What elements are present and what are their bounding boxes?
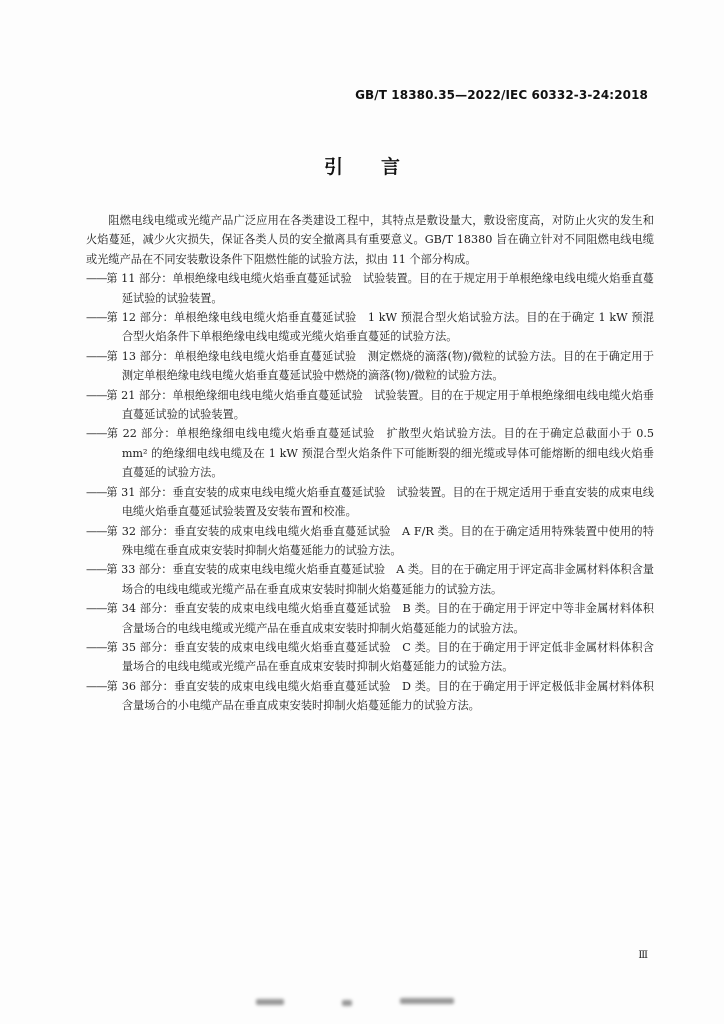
list-item-text: 第 34 部分：垂直安装的成束电线电缆火焰垂直蔓延试验 B 类。目的在于确定用于评定中等非金属材料体积含量场合的电线电缆或光缆产品在垂直成束安装时抑制火焰蔓延能力的试验方法。	[106, 602, 654, 635]
list-item-text: 第 12 部分：单根绝缘电线电缆火焰垂直蔓延试验 1 kW 预混合型火焰试验方法。目的在于确定 1 kW 预混合型火焰条件下单根绝缘电线电缆或光缆火焰垂直蔓延的试验方法。	[106, 311, 654, 344]
list-item	[86, 308, 654, 347]
page-title: 引言	[323, 156, 438, 178]
list-item-text: 第 32 部分：垂直安装的成束电线电缆火焰垂直蔓延试验 A F/R 类。目的在于确定适用特殊装置中使用的特殊电缆在垂直成束安装时抑制火焰蔓延能力的试验方法。	[106, 524, 654, 557]
em-dash: ——	[86, 427, 107, 441]
list-item	[86, 677, 654, 716]
list-item	[86, 424, 654, 482]
scan-artifact	[250, 995, 480, 1009]
list-item	[86, 269, 654, 308]
em-dash: ——	[86, 272, 107, 286]
list-item	[86, 347, 654, 386]
list-item	[86, 560, 654, 599]
em-dash: ——	[86, 485, 107, 499]
list-item-text: 第 31 部分：垂直安装的成束电线电缆火焰垂直蔓延试验 试验装置。目的在于规定适用于垂直安装的成束电线电缆火焰垂直蔓延试验装置及安装布置和校准。	[106, 485, 654, 519]
standard-number-header: GB/T 18380.35—2022/IEC 60332-3-24:2018	[355, 88, 648, 102]
em-dash: ——	[86, 640, 107, 654]
body-text	[86, 211, 654, 716]
em-dash: ——	[86, 388, 107, 402]
list-item	[86, 522, 654, 561]
list-item	[86, 638, 654, 677]
list-item	[86, 599, 654, 638]
intro-paragraph: 阻燃电线电缆或光缆产品广泛应用在各类建设工程中，其特点是敷设量大，敷设密度高，对防止火灾的发生和火焰蔓延，减少火灾损失，保证各类人员的安全撤离具有重要意义。GB/T 18380 旨在确立针对不同阻燃电线电缆或光缆产品在不同安装敷设条件下阻燃性能的试验方法，拟由 11 个部分构成。	[86, 214, 654, 266]
em-dash: ——	[86, 602, 107, 616]
em-dash: ——	[86, 524, 107, 538]
list-item-text: 第 35 部分：垂直安装的成束电线电缆火焰垂直蔓延试验 C 类。目的在于确定用于评定低非金属材料体积含量场合的电线电缆或光缆产品在垂直成束安装时抑制火焰蔓延能力的试验方法。	[106, 640, 654, 674]
list-item-text: 第 21 部分：单根绝缘细电线电缆火焰垂直蔓延试验 试验装置。目的在于规定用于单根绝缘细电线电缆火焰垂直蔓延试验的试验装置。	[106, 388, 654, 422]
em-dash: ——	[86, 349, 107, 363]
list-item-text: 第 33 部分：垂直安装的成束电线电缆火焰垂直蔓延试验 A 类。目的在于确定用于评定高非金属材料体积含量场合的电线电缆或光缆产品在垂直成束安装时抑制火焰蔓延能力的试验方法。	[106, 563, 654, 596]
em-dash: ——	[86, 563, 107, 577]
list-item	[86, 483, 654, 522]
list-item-text: 第 11 部分：单根绝缘电线电缆火焰垂直蔓延试验 试验装置。目的在于规定用于单根绝缘电线电缆火焰垂直蔓延试验的试验装置。	[106, 272, 654, 305]
list-item-text: 第 13 部分：单根绝缘电线电缆火焰垂直蔓延试验 测定燃烧的滴落(物)/微粒的试验方法。目的在于确定用于测定单根绝缘电线电缆火焰垂直蔓延试验中燃烧的滴落(物)/微粒的试验方法。	[106, 349, 654, 383]
list-item	[86, 386, 654, 425]
em-dash: ——	[86, 679, 107, 693]
page-number: Ⅲ	[638, 950, 648, 961]
list-item-text: 第 36 部分：垂直安装的成束电线电缆火焰垂直蔓延试验 D 类。目的在于确定用于评定极低非金属材料体积含量场合的小电缆产品在垂直成束安装时抑制火焰蔓延能力的试验方法。	[106, 679, 654, 713]
list-item-text: 第 22 部分：单根绝缘细电线电缆火焰垂直蔓延试验 扩散型火焰试验方法。目的在于确定总截面小于 0.5 mm² 的绝缘细电线电缆及在 1 kW 预混合型火焰条件下可能断裂的细光缆或导体可能熔断的细电线火焰垂直蔓延的试验方法。	[106, 427, 654, 480]
em-dash: ——	[86, 311, 107, 325]
